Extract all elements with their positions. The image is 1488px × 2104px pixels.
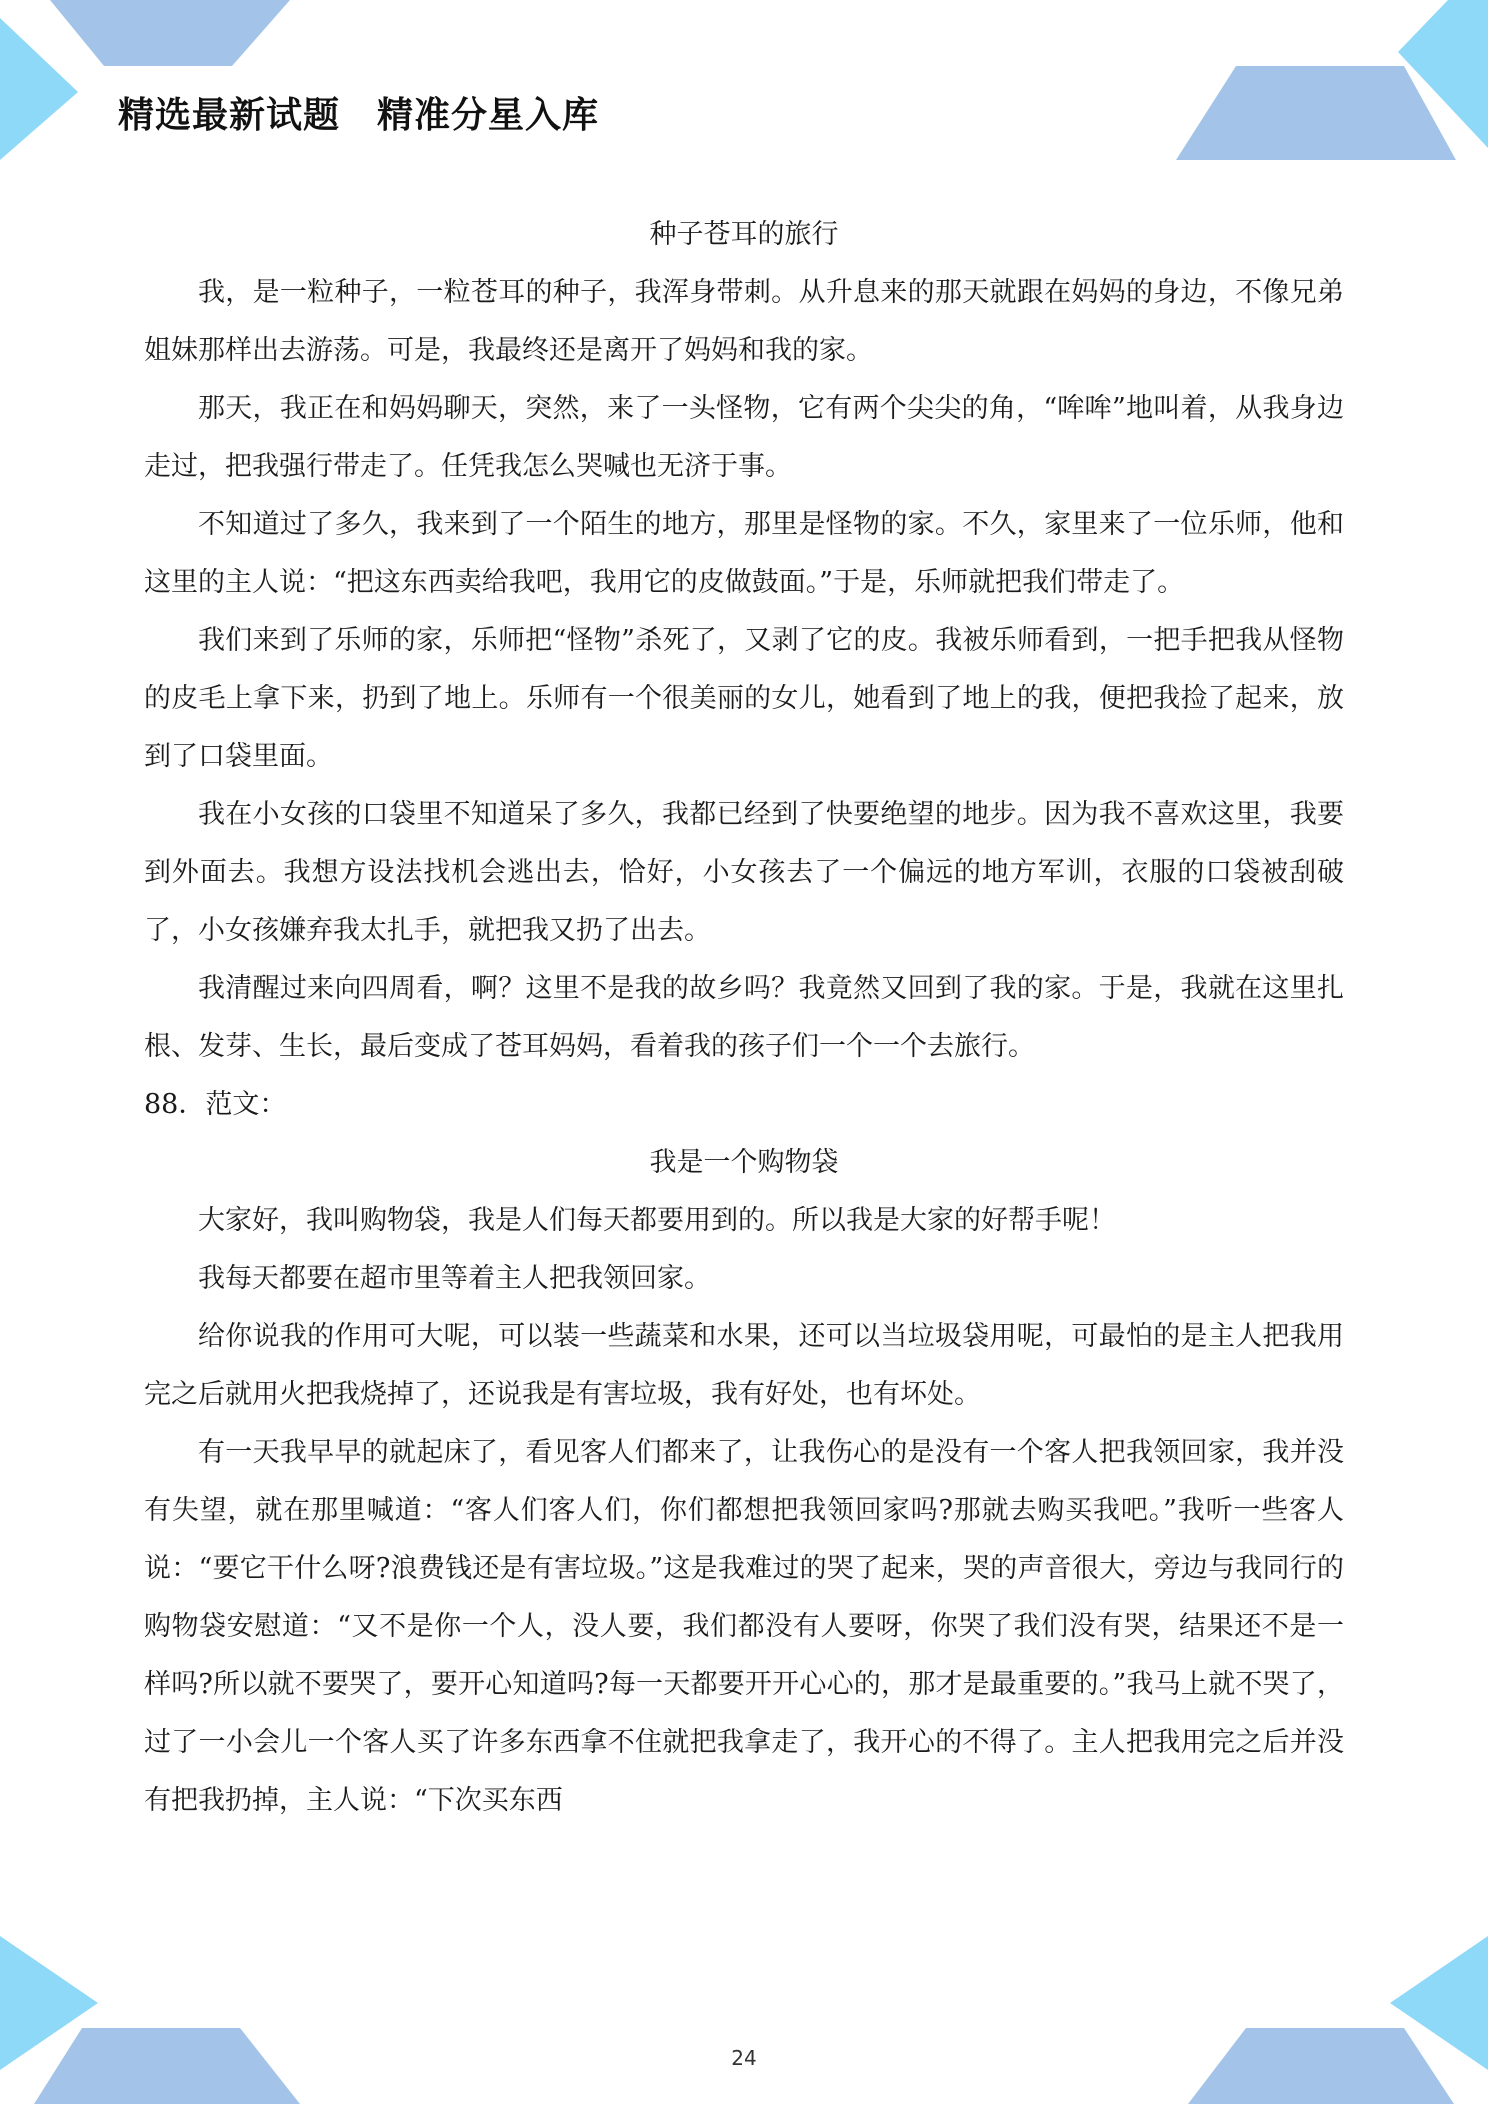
paragraph: 有一天我早早的就起床了，看见客人们都来了，让我伤心的是没有一个客人把我领回家，我并没有失望，就在那里喊道：“客人们客人们，你们都想把我领回家吗?那就去购买我吧。”我听一些客人说：“要它干什么呀?浪费钱还是有害垃圾。”这是我难过的哭了起来，哭的声音很大，旁边与我同行的购物袋安慰道：“又不是你一个人，没人要，我们都没有人要呀，你哭了我们没有哭，结果还不是一样吗?所以就不要哭了，要开心知道吗?每一天都要开开心心的，那才是最重要的。”我马上就不哭了，过了一小会儿一个客人买了许多东西拿不住就把我拿走了，我开心的不得了。主人把我用完之后并没有把我扔掉，主人说：“下次买东西 [144, 1437, 1344, 1816]
story-title: 种子苍耳的旅行 [649, 219, 839, 250]
paragraph: 我在小女孩的口袋里不知道呆了多久，我都已经到了快要绝望的地步。因为我不喜欢这里，我要到外面去。我想方设法找机会逃出去，恰好，小女孩去了一个偏远的地方军训，衣服的口袋被刮破了，小女孩嫌弃我太扎手，就把我又扔了出去。 [144, 799, 1344, 946]
paragraph: 我们来到了乐师的家，乐师把“怪物”杀死了，又剥了它的皮。我被乐师看到，一把手把我从怪物的皮毛上拿下来，扔到了地上。乐师有一个很美丽的女儿，她看到了地上的我，便把我捡了起来，放到了口袋里面。 [144, 625, 1344, 772]
paragraph: 不知道过了多久，我来到了一个陌生的地方，那里是怪物的家。不久，家里来了一位乐师，他和这里的主人说：“把这东西卖给我吧，我用它的皮做鼓面。”于是，乐师就把我们带走了。 [144, 509, 1344, 598]
page-number: 24 [731, 2046, 757, 2070]
paragraph: 我，是一粒种子，一粒苍耳的种子，我浑身带刺。从升息来的那天就跟在妈妈的身边，不像兄弟姐妹那样出去游荡。可是，我最终还是离开了妈妈和我的家。 [144, 277, 1344, 366]
question-label: 88．范文： [144, 1089, 287, 1120]
document-body [144, 206, 1344, 1830]
top-left-triangle [0, 18, 78, 160]
story-title: 我是一个购物袋 [649, 1147, 839, 1178]
top-right-trapezoid [1176, 66, 1456, 160]
paragraph: 给你说我的作用可大呢，可以装一些蔬菜和水果，还可以当垃圾袋用呢，可最怕的是主人把我用完之后就用火把我烧掉了，还说我是有害垃圾，我有好处，也有坏处。 [144, 1321, 1344, 1410]
top-left-trapezoid [50, 0, 290, 66]
paragraph: 大家好，我叫购物袋，我是人们每天都要用到的。所以我是大家的好帮手呢！ [198, 1205, 1116, 1236]
header-banner: 精选最新试题 精准分星入库 [118, 95, 600, 136]
paragraph: 我每天都要在超市里等着主人把我领回家。 [198, 1263, 711, 1294]
paragraph: 我清醒过来向四周看，啊？这里不是我的故乡吗？我竟然又回到了我的家。于是，我就在这里扎根、发芽、生长，最后变成了苍耳妈妈，看着我的孩子们一个一个去旅行。 [144, 973, 1344, 1062]
paragraph: 那天，我正在和妈妈聊天，突然，来了一头怪物，它有两个尖尖的角，“哞哞”地叫着，从我身边走过，把我强行带走了。任凭我怎么哭喊也无济于事。 [144, 393, 1344, 482]
